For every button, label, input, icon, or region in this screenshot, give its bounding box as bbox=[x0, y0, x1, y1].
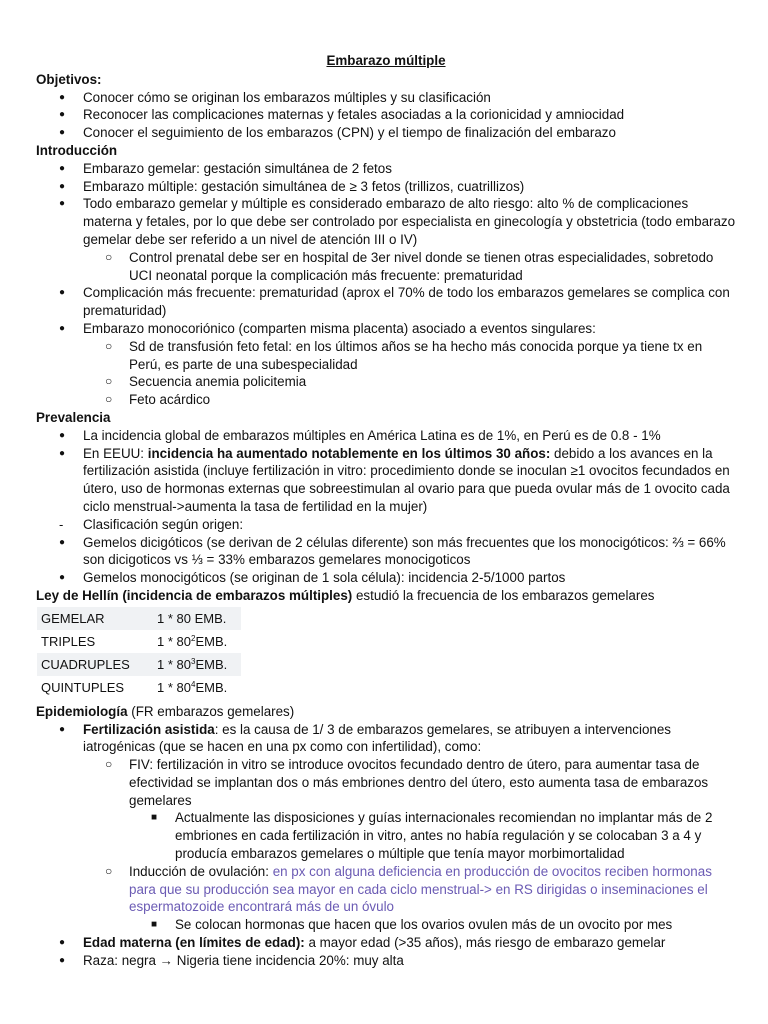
bullet-icon: ● bbox=[59, 198, 66, 210]
circle-bullet-icon: ○ bbox=[105, 757, 113, 772]
epi-item-1-bold: Fertilización asistida bbox=[83, 721, 215, 737]
epi-item-2-rest: a mayor edad (>35 años), más riesgo de embarazo gemelar bbox=[304, 935, 666, 951]
bullet-icon: ● bbox=[59, 429, 66, 441]
bullet-icon: ● bbox=[59, 937, 66, 949]
table-cell-name: GEMELAR bbox=[37, 607, 153, 630]
list-item bbox=[36, 569, 736, 587]
list-item bbox=[36, 338, 736, 374]
hellin-heading bbox=[36, 587, 736, 605]
objetivo-2: Reconocer las complicaciones maternas y fetales asociadas a la corionicidad y amniocidad bbox=[83, 107, 625, 123]
list-item bbox=[36, 249, 736, 285]
hellin-heading-bold: Ley de Hellín (incidencia de embarazos múltiples) bbox=[36, 587, 353, 603]
epi-item-1-rest: : es la causa de 1/ 3 de embarazos gemelares, se atribuyen a intervenciones iatrogénicas (que se hacen en una px como con infertilidad), como: bbox=[83, 721, 672, 755]
bullet-icon: ● bbox=[59, 447, 66, 459]
table-cell-unit: EMB. bbox=[195, 656, 228, 672]
table-cell-value: $1 * 80^4EMB$. bbox=[157, 679, 228, 695]
dash-icon: - bbox=[59, 516, 64, 532]
objetivos-heading: Objetivos: bbox=[36, 71, 102, 87]
objetivo-3: Conocer el seguimiento de los embarazos (CPN) y el tiempo de finalización del embarazo bbox=[83, 125, 616, 141]
table-cell-name: TRIPLES bbox=[41, 633, 96, 649]
list-item bbox=[36, 863, 736, 916]
prev-item-1: La incidencia global de embarazos múltiples en América Latina es de 1%, en Perú es de 0.8 - 1% bbox=[83, 427, 661, 443]
table-row bbox=[37, 630, 241, 653]
intro-item-5a: Sd de transfusión feto fetal: en los últimos años se ha hecho más conocida porque ya tiene tx en Perú, es parte de una subespecialidad bbox=[129, 338, 703, 372]
prev-item-2-pre: En EEUU: bbox=[83, 445, 148, 461]
list-item bbox=[36, 756, 736, 809]
table-row bbox=[37, 653, 241, 676]
table-row bbox=[37, 676, 241, 699]
epi-item-1a: FIV: fertilización in vitro se introduce ovocitos fecundado dentro de útero, para aumentar tasa de efectividad se implantan dos o más embriones dentro del útero, esto aumenta tasa de embarazos gemelares bbox=[129, 757, 709, 808]
prev-item-4: Gemelos dicigóticos (se derivan de 2 células diferente) son más frecuentes que los monocigóticos: ⅔ = 66% son dicigoticos vs ⅓ = 33% embarazos gemelares monocigoticos bbox=[83, 534, 726, 568]
table-cell-value: 1 * 80 EMB. bbox=[153, 607, 241, 630]
intro-item-5b: Secuencia anemia policitemia bbox=[129, 374, 307, 390]
prev-item-5: Gemelos monocigóticos (se originan de 1 sola célula): incidencia 2-5/1000 partos bbox=[83, 570, 566, 586]
exponent: 3 bbox=[190, 656, 196, 666]
table-cell-unit: EMB. bbox=[194, 610, 227, 626]
bullet-icon: ● bbox=[59, 109, 66, 121]
list-item bbox=[36, 952, 736, 970]
prev-item-3: Clasificación según origen: bbox=[83, 516, 244, 532]
table-cell-value: $1 * 80^2EMB$. bbox=[157, 633, 228, 649]
list-item bbox=[36, 534, 736, 570]
list-item bbox=[36, 124, 736, 142]
list-item bbox=[36, 89, 736, 107]
epidemiologia-heading-rest: (FR embarazos gemelares) bbox=[127, 703, 295, 719]
list-item bbox=[36, 284, 736, 320]
exponent: 4 bbox=[190, 679, 196, 689]
list-item bbox=[36, 516, 736, 534]
introduccion-heading: Introducción bbox=[36, 142, 118, 158]
intro-item-4: Complicación más frecuente: prematuridad (aprox el 70% de todo los embarazos gemelares se complica con prematuridad) bbox=[83, 285, 730, 319]
intro-item-1: Embarazo gemelar: gestación simultánea de 2 fetos bbox=[83, 160, 392, 176]
circle-bullet-icon: ○ bbox=[105, 392, 113, 407]
bullet-icon: ● bbox=[59, 536, 66, 548]
intro-item-2: Embarazo múltiple: gestación simultánea de ≥ 3 fetos (trillizos, cuatrillizos) bbox=[83, 178, 525, 194]
list-item bbox=[36, 373, 736, 391]
square-bullet-icon: ■ bbox=[151, 919, 158, 931]
circle-bullet-icon: ○ bbox=[105, 863, 113, 878]
list-item bbox=[36, 320, 736, 338]
table-cell-unit: EMB. bbox=[195, 679, 228, 695]
circle-bullet-icon: ○ bbox=[105, 249, 113, 264]
table-cell-unit: EMB. bbox=[195, 633, 228, 649]
exponent: 2 bbox=[190, 633, 196, 643]
list-item bbox=[36, 195, 736, 248]
table-row bbox=[37, 607, 241, 630]
list-item bbox=[36, 916, 736, 934]
bullet-icon: ● bbox=[59, 127, 66, 139]
list-item bbox=[36, 809, 736, 862]
epi-item-1b-highlight: en px con alguna deficiencia en producción de ovocitos reciben hormonas para que su producción sea mayor en cada ciclo menstrual-> en RS dirigidas o inseminaciones el espermatozoide encontrará más de un óvulo bbox=[129, 863, 712, 915]
prev-item-2-post: debido a los avances en la fertilización asistida (incluye fertilización in vitro: procedimiento donde se inoculan ≥1 ovocitos fecundados en útero, uso de hormonas externas que sobreestimulan al ovario para que pueda ovular más de 1 ovocito cada ciclo menstrual->aumenta la tasa de fertilidad en la mujer) bbox=[83, 445, 730, 514]
bullet-icon: ● bbox=[59, 954, 66, 966]
list-item bbox=[36, 721, 736, 757]
document-page bbox=[36, 52, 736, 970]
objetivo-1: Conocer cómo se originan los embarazos múltiples y su clasificación bbox=[83, 89, 491, 105]
epidemiologia-heading-bold: Epidemiología bbox=[36, 703, 128, 719]
list-item bbox=[36, 445, 736, 516]
intro-item-3a: Control prenatal debe ser en hospital de 3er nivel donde se tienen otras especialidades, sobretodo UCI neonatal porque la complicación más frecuente: prematuridad bbox=[129, 249, 714, 283]
bullet-icon: ● bbox=[59, 287, 66, 299]
bullet-icon: ● bbox=[59, 322, 66, 334]
circle-bullet-icon: ○ bbox=[105, 374, 113, 389]
intro-item-5: Embarazo monocoriónico (comparten misma placenta) asociado a eventos singulares: bbox=[83, 320, 596, 336]
hellin-heading-rest: estudió la frecuencia de los embarazos gemelares bbox=[352, 587, 655, 603]
epidemiologia-heading bbox=[36, 703, 736, 721]
list-item bbox=[36, 178, 736, 196]
intro-item-5c: Feto acárdico bbox=[129, 392, 211, 408]
list-item bbox=[36, 391, 736, 409]
table-cell-value: $1 * 80^3EMB$. bbox=[153, 653, 241, 676]
circle-bullet-icon: ○ bbox=[105, 338, 113, 353]
bullet-icon: ● bbox=[59, 723, 66, 735]
intro-item-3: Todo embarazo gemelar y múltiple es considerado embarazo de alto riesgo: alto % de complicaciones materna y fetales, por lo que debe ser controlado por especialista en ginecología y obstetricia (todo embarazo gemelar debe ser referido a un nivel de atención III o IV) bbox=[83, 196, 736, 247]
table-cell-name: QUINTUPLES bbox=[41, 679, 125, 695]
bullet-icon: ● bbox=[59, 162, 66, 174]
epi-item-3: Raza: negra → Nigeria tiene incidencia 20%: muy alta bbox=[83, 952, 404, 968]
square-bullet-icon: ■ bbox=[151, 812, 158, 824]
bullet-icon: ● bbox=[59, 91, 66, 103]
table-cell-name: CUADRUPLES bbox=[37, 653, 153, 676]
list-item bbox=[36, 427, 736, 445]
bullet-icon: ● bbox=[59, 572, 66, 584]
prevalencia-heading: Prevalencia bbox=[36, 409, 111, 425]
epi-item-2-bold: Edad materna (en límites de edad): bbox=[83, 935, 305, 951]
epi-item-1a1: Actualmente las disposiciones y guías internacionales recomiendan no implantar más de 2 embriones en cada fertilización in vitro, antes no había regulación y se colocaban 3 a 4 y producía embarazos gemelares o múltiple que tenía mayor morbimortalidad bbox=[175, 810, 713, 862]
list-item bbox=[36, 160, 736, 178]
document-title: Embarazo múltiple bbox=[326, 53, 446, 68]
hellin-table bbox=[37, 607, 241, 699]
prev-item-2-bold: incidencia ha aumentado notablemente en los últimos 30 años: bbox=[147, 445, 551, 461]
epi-item-1b1: Se colocan hormonas que hacen que los ovarios ovulen más de un ovocito por mes bbox=[175, 917, 673, 933]
list-item bbox=[36, 106, 736, 124]
epi-item-1b-pre: Inducción de ovulación: bbox=[129, 863, 273, 879]
bullet-icon: ● bbox=[59, 180, 66, 192]
list-item bbox=[36, 934, 736, 952]
